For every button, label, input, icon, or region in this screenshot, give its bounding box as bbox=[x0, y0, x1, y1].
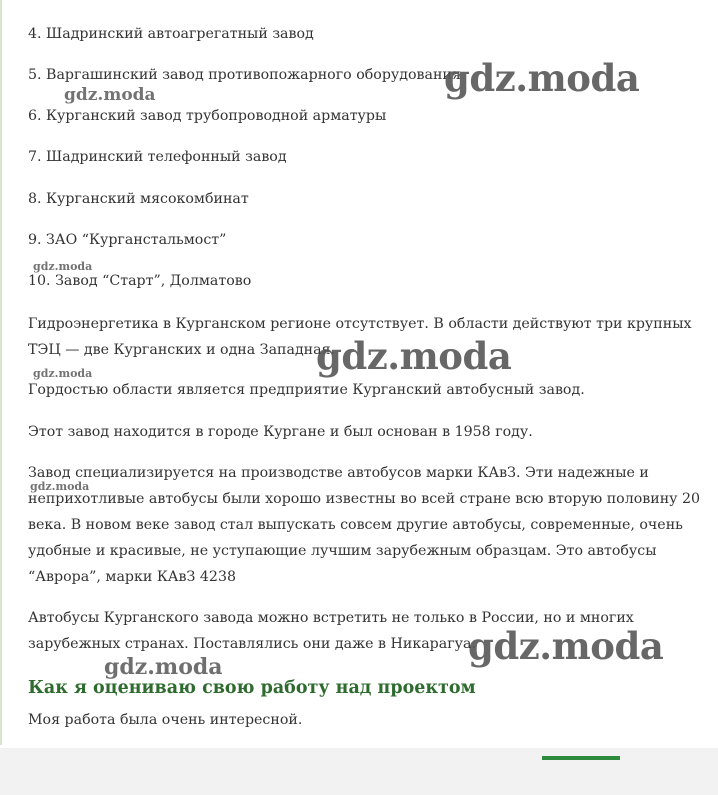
paragraph-line: века. В новом веке завод стал выпускать совсем другие автобусы, современные, очень bbox=[28, 517, 683, 533]
watermark: gdz.moda bbox=[468, 624, 664, 668]
paragraph-line: удобные и красивые, не уступающие лучшим зарубежным образцам. Это автобусы bbox=[28, 543, 657, 559]
list-item: 6. Курганский завод трубопроводной арматуры bbox=[28, 108, 387, 124]
list-item: 5. Варгашинский завод противопожарного оборудования bbox=[28, 67, 461, 83]
paragraph-line: Этот завод находится в городе Кургане и был основан в 1958 году. bbox=[28, 424, 533, 440]
watermark: gdz.moda bbox=[316, 334, 512, 378]
watermark: gdz.moda bbox=[30, 480, 90, 493]
paragraph-line: ТЭЦ — две Курганских и одна Западная. bbox=[28, 342, 336, 358]
footer-accent-bar bbox=[542, 756, 620, 760]
list-item: 7. Шадринский телефонный завод bbox=[28, 149, 287, 165]
watermark: gdz.moda bbox=[104, 654, 223, 680]
watermark: gdz.moda bbox=[444, 56, 640, 100]
conclusion-text: Моя работа была очень интересной. bbox=[28, 712, 303, 728]
list-item: 9. ЗАО “Курганстальмост” bbox=[28, 232, 227, 248]
paragraph-line: Гидроэнергетика в Курганском регионе отсутствует. В области действуют три крупных bbox=[28, 316, 692, 332]
left-border-line bbox=[0, 0, 2, 745]
paragraph-line: зарубежных странах. Поставлялись они даже в Никарагуа. bbox=[28, 636, 476, 652]
watermark: gdz.moda bbox=[33, 260, 93, 273]
paragraph-line: неприхотливые автобусы были хорошо известны во всей стране всю вторую половину 20 bbox=[28, 491, 701, 507]
section-heading: Как я оцениваю свою работу над проектом bbox=[28, 678, 476, 698]
watermark: gdz.moda bbox=[64, 85, 156, 105]
list-item: 8. Курганский мясокомбинат bbox=[28, 191, 249, 207]
paragraph-line: “Аврора”, марки КАвЗ 4238 bbox=[28, 569, 236, 585]
list-item: 4. Шадринский автоагрегатный завод bbox=[28, 26, 314, 42]
list-item: 10. Завод “Старт”, Долматово bbox=[28, 273, 252, 289]
paragraph-line: Автобусы Курганского завода можно встретить не только в России, но и многих bbox=[28, 610, 634, 626]
watermark: gdz.moda bbox=[33, 367, 93, 380]
paragraph-line: Гордостью области является предприятие Курганский автобусный завод. bbox=[28, 382, 585, 398]
paragraph-line: Завод специализируется на производстве автобусов марки КАвЗ. Эти надежные и bbox=[28, 465, 649, 481]
